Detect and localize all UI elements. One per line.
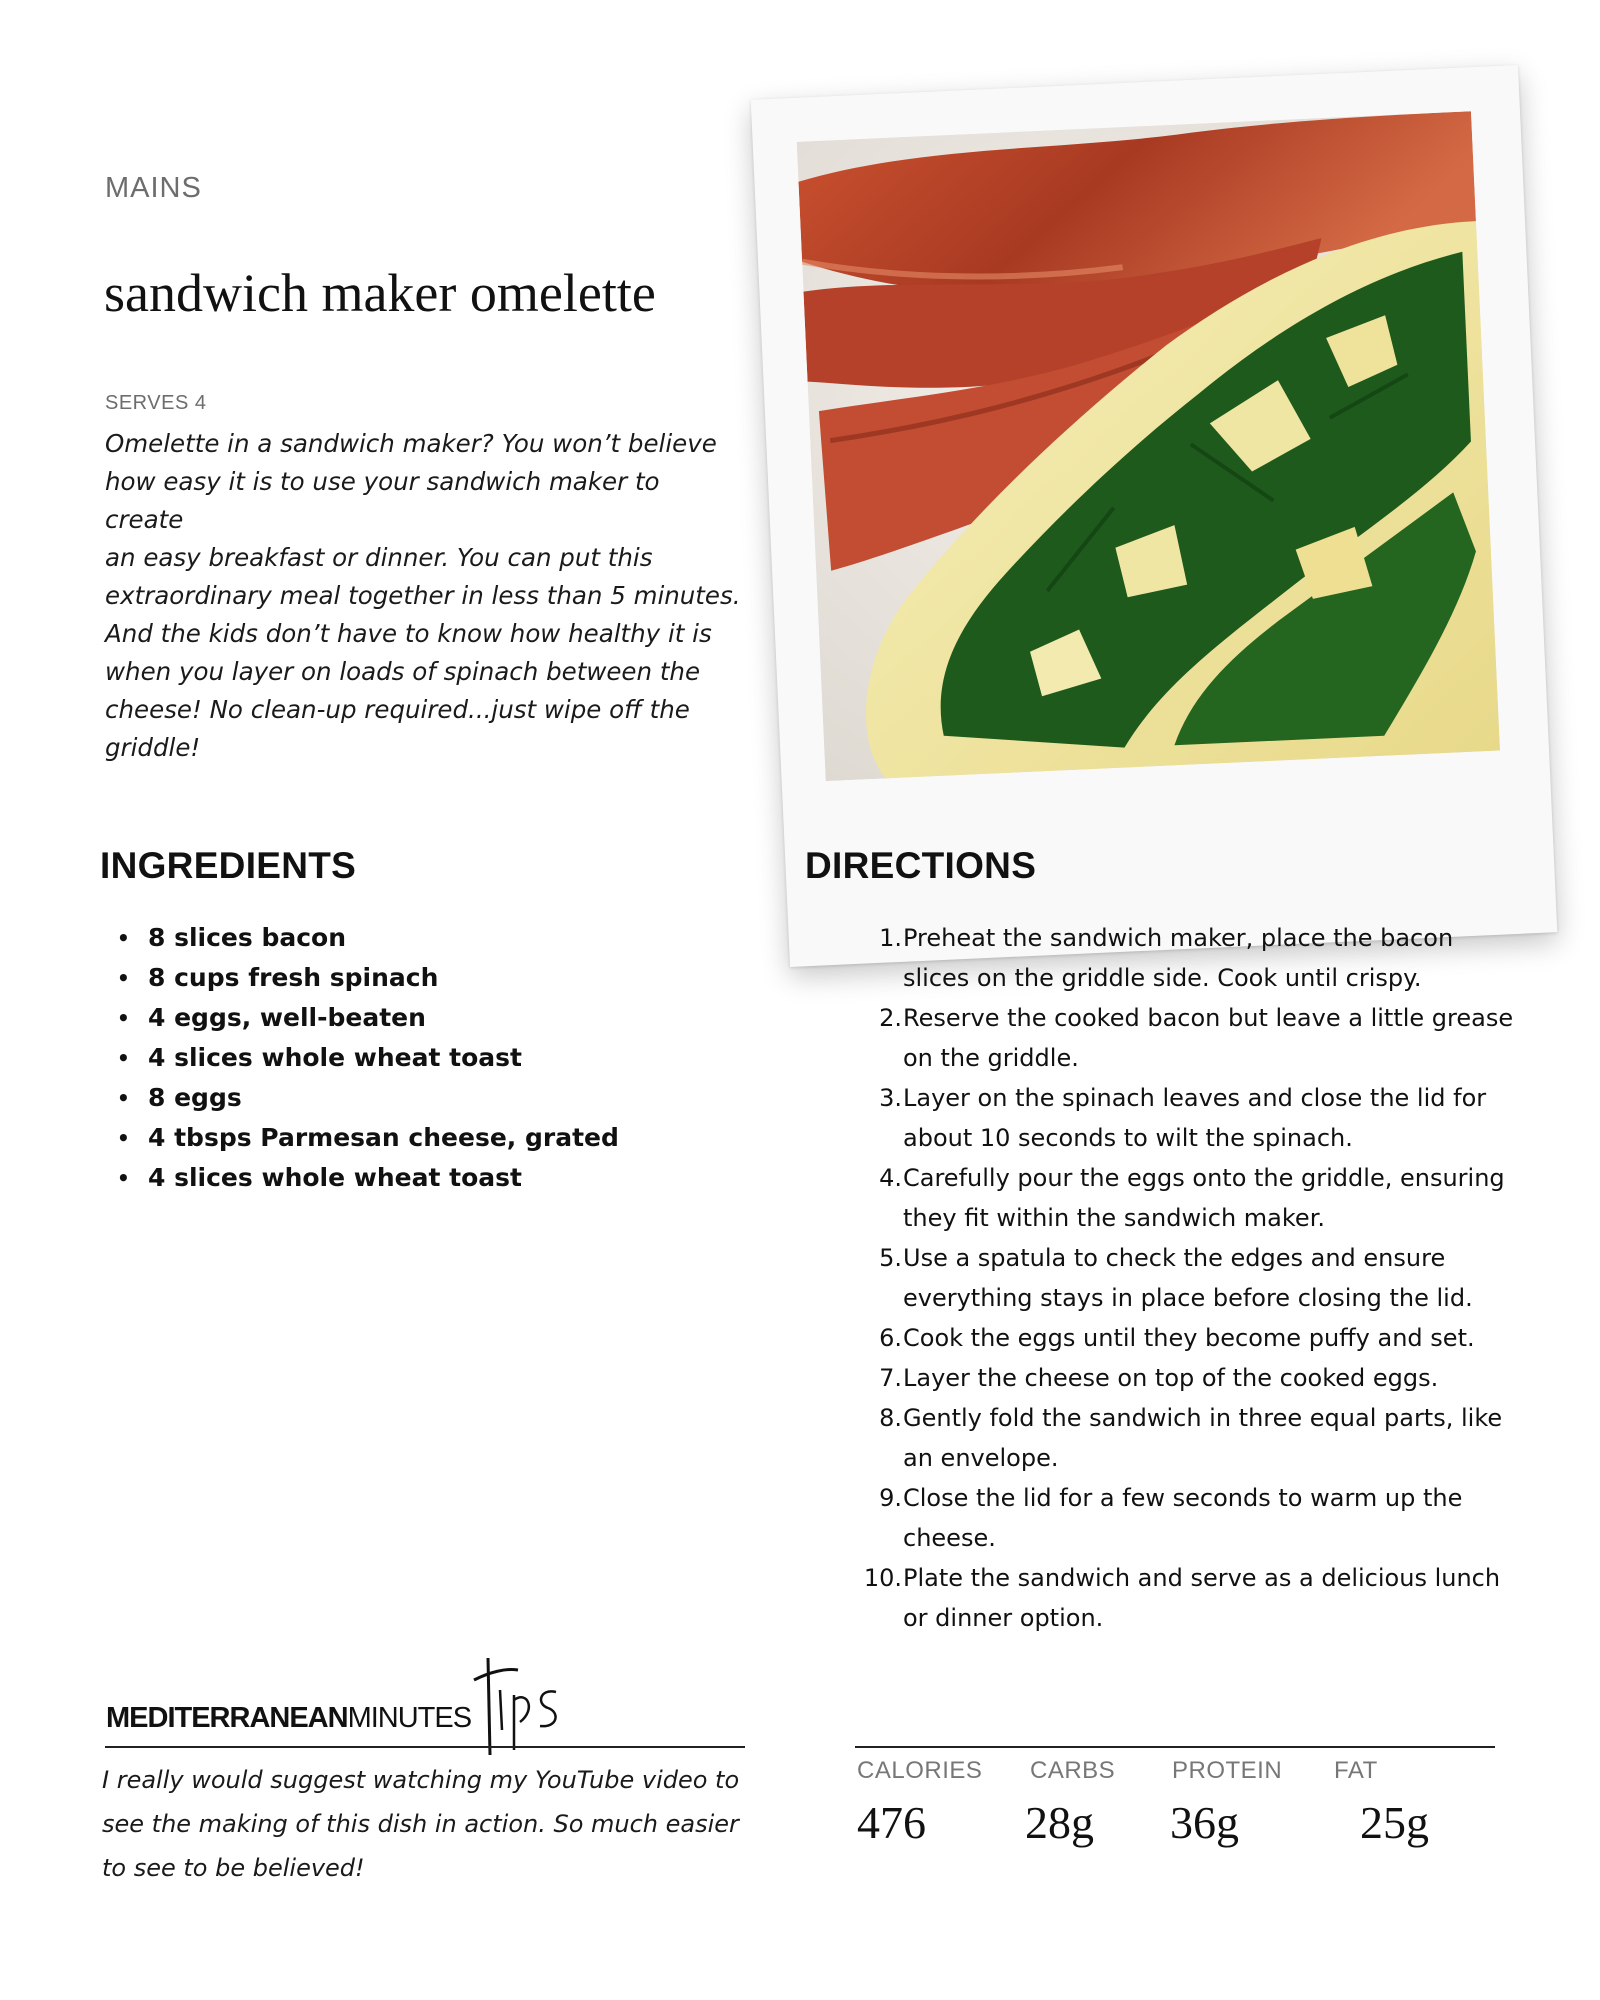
brand-bold: MEDITERRANEAN — [106, 1702, 348, 1734]
nutrition-divider — [855, 1746, 1495, 1748]
direction-step: 5. Use a spatula to check the edges and ensure everything stays in place before closing the lid. — [879, 1244, 1473, 1312]
direction-step: 6. Cook the eggs until they become puffy and set. — [879, 1324, 1475, 1352]
direction-step: 1. Preheat the sandwich maker, place the bacon slices on the griddle side. Cook until crispy. — [879, 924, 1454, 992]
tips-script-logo — [470, 1650, 570, 1760]
ingredient-item: • 8 eggs — [105, 1078, 619, 1118]
intro-line: cheese! No clean-up required...just wipe off the — [105, 695, 690, 724]
protein-label: PROTEIN — [1172, 1757, 1283, 1784]
brand-light: MINUTES — [347, 1702, 472, 1734]
direction-step: 7. Layer the cheese on top of the cooked eggs. — [879, 1364, 1439, 1392]
direction-step: 10. Plate the sandwich and serve as a delicious lunch or dinner option. — [863, 1564, 1501, 1632]
tips-divider — [105, 1746, 745, 1748]
tips-line: to see to be believed! — [102, 1854, 365, 1882]
ingredient-item: • 4 slices whole wheat toast — [105, 1038, 619, 1078]
bullet-icon: • — [117, 1086, 130, 1110]
ingredients-list — [105, 918, 619, 1198]
ingredient-item: • 4 tbsps Parmesan cheese, grated — [105, 1118, 619, 1158]
tips-line: I really would suggest watching my YouTube video to — [102, 1766, 740, 1794]
recipe-intro — [105, 425, 745, 767]
bullet-icon: • — [117, 1006, 130, 1030]
direction-step: 9. Close the lid for a few seconds to warm up the cheese. — [879, 1484, 1463, 1552]
fat-label: FAT — [1334, 1757, 1378, 1784]
recipe-title: sandwich maker omelette — [104, 263, 656, 323]
recipe-category: MAINS — [105, 172, 202, 204]
serves-count: SERVES 4 — [105, 392, 207, 414]
bullet-icon: • — [117, 966, 130, 990]
intro-line: how easy it is to use your sandwich maker to create — [105, 467, 660, 534]
calories-value: 476 — [857, 1797, 926, 1848]
carbs-value: 28g — [1025, 1797, 1094, 1848]
ingredient-item: • 4 slices whole wheat toast — [105, 1158, 619, 1198]
calories-label: CALORIES — [857, 1757, 983, 1784]
bullet-icon: • — [117, 1046, 130, 1070]
direction-step: 2. Reserve the cooked bacon but leave a little grease on the griddle. — [879, 1004, 1514, 1072]
fat-value: 25g — [1360, 1797, 1429, 1848]
carbs-label: CARBS — [1030, 1757, 1116, 1784]
tips-text — [102, 1758, 752, 1890]
direction-step: 3. Layer on the spinach leaves and close the lid for about 10 seconds to wilt the spinach. — [879, 1084, 1487, 1152]
intro-line: And the kids don’t have to know how healthy it is — [105, 619, 712, 648]
intro-line: griddle! — [105, 733, 201, 762]
bullet-icon: • — [117, 1166, 130, 1190]
bullet-icon: • — [117, 1126, 130, 1150]
direction-step: 8. Gently fold the sandwich in three equal parts, like an envelope. — [879, 1404, 1503, 1472]
bullet-icon: • — [117, 926, 130, 950]
intro-line: extraordinary meal together in less than 5 minutes. — [105, 581, 741, 610]
ingredients-heading: INGREDIENTS — [100, 845, 357, 886]
ingredient-item: • 4 eggs, well-beaten — [105, 998, 619, 1038]
tips-line: see the making of this dish in action. So much easier — [102, 1810, 739, 1838]
recipe-photo — [797, 111, 1500, 781]
intro-line: an easy breakfast or dinner. You can put this — [105, 543, 653, 572]
directions-list — [860, 918, 1520, 1638]
protein-value: 36g — [1170, 1797, 1239, 1848]
directions-heading: DIRECTIONS — [805, 845, 1037, 886]
ingredient-item: • 8 slices bacon — [105, 918, 619, 958]
intro-line: when you layer on loads of spinach between the — [105, 657, 701, 686]
recipe-photo-frame — [751, 65, 1558, 967]
ingredient-item: • 8 cups fresh spinach — [105, 958, 619, 998]
brand-logo — [106, 1702, 471, 1735]
direction-step: 4. Carefully pour the eggs onto the griddle, ensuring they fit within the sandwich maker. — [879, 1164, 1505, 1232]
intro-line: Omelette in a sandwich maker? You won’t believe — [105, 429, 717, 458]
